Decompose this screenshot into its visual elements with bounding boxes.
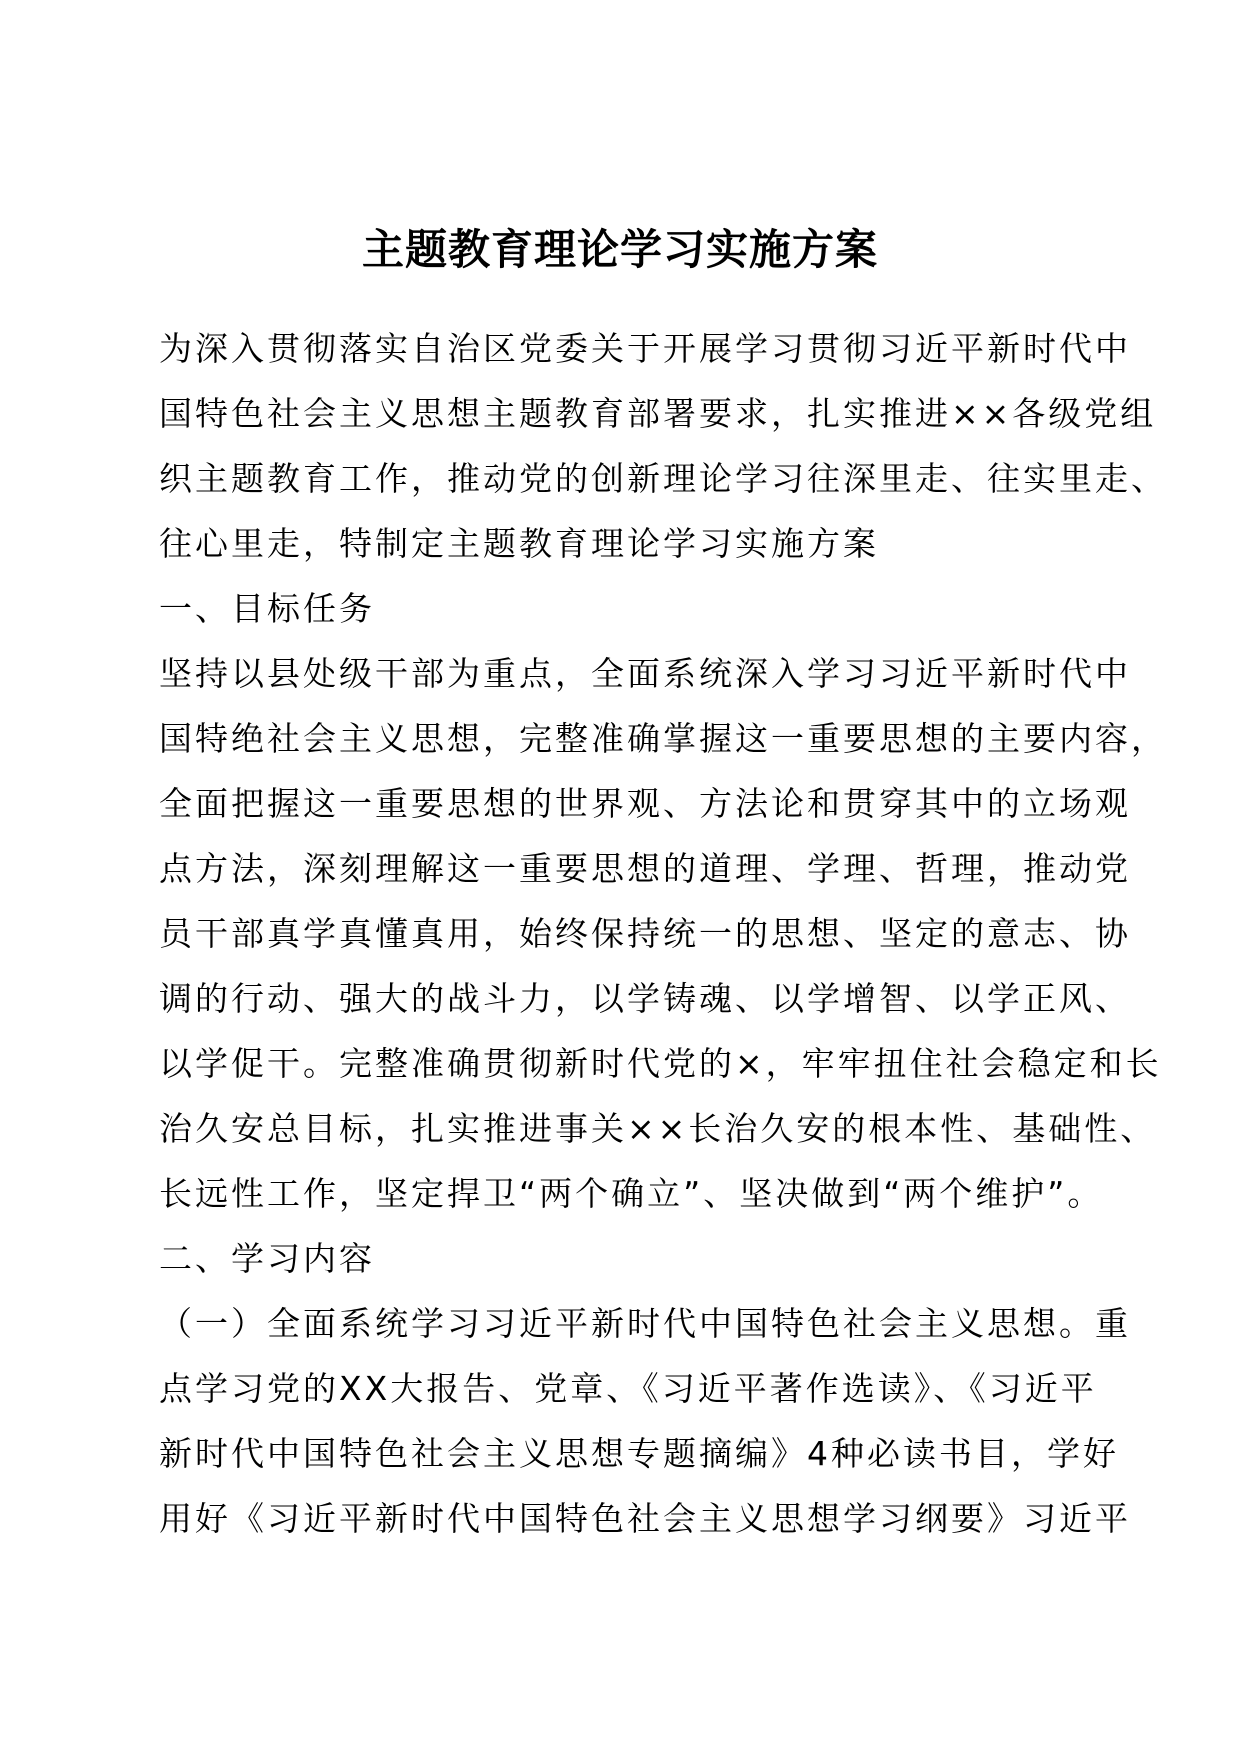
body-line: 为深入贯彻落实自治区党委关于开展学习贯彻习近平新时代中 [159, 329, 1131, 368]
document-title: 主题教育理论学习实施方案 [361, 225, 878, 274]
body-line: 点学习党的XX大报告、党章、《习近平著作选读》、《习近平 [159, 1369, 1097, 1408]
body-line: 以学促干。完整准确贯彻新时代党的×，牢牢扭住社会稳定和长 [159, 1044, 1162, 1083]
body-line: 新时代中国特色社会主义思想专题摘编》4种必读书目，学好 [159, 1434, 1119, 1473]
body-line: 用好《习近平新时代中国特色社会主义思想学习纲要》习近平 [159, 1499, 1131, 1538]
body-line: 调的行动、强大的战斗力，以学铸魂、以学增智、以学正风、 [159, 979, 1131, 1018]
body-line: 织主题教育工作，推动党的创新理论学习往深里走、往实里走、 [159, 459, 1167, 498]
body-line: 往心里走，特制定主题教育理论学习实施方案 [159, 524, 879, 563]
body-line: 员干部真学真懂真用，始终保持统一的思想、坚定的意志、协 [159, 914, 1131, 953]
section-heading-goals: 一、目标任务 [159, 589, 375, 628]
body-line: 治久安总目标，扎实推进事关××长治久安的根本性、基础性、 [159, 1109, 1157, 1148]
document-body [159, 316, 1167, 1551]
body-line: （一）全面系统学习习近平新时代中国特色社会主义思想。重 [159, 1304, 1131, 1343]
body-line: 长远性工作，坚定捍卫“两个确立”、坚决做到“两个维护”。 [159, 1174, 1104, 1213]
body-line: 点方法，深刻理解这一重要思想的道理、学理、哲理，推动党 [159, 849, 1131, 888]
section-heading-content: 二、学习内容 [159, 1239, 375, 1278]
body-line: 全面把握这一重要思想的世界观、方法论和贯穿其中的立场观 [159, 784, 1131, 823]
body-line: 国特绝社会主义思想，完整准确掌握这一重要思想的主要内容， [159, 719, 1167, 758]
body-line: 坚持以县处级干部为重点，全面系统深入学习习近平新时代中 [159, 654, 1131, 693]
body-line: 国特色社会主义思想主题教育部署要求，扎实推进××各级党组 [159, 394, 1157, 433]
